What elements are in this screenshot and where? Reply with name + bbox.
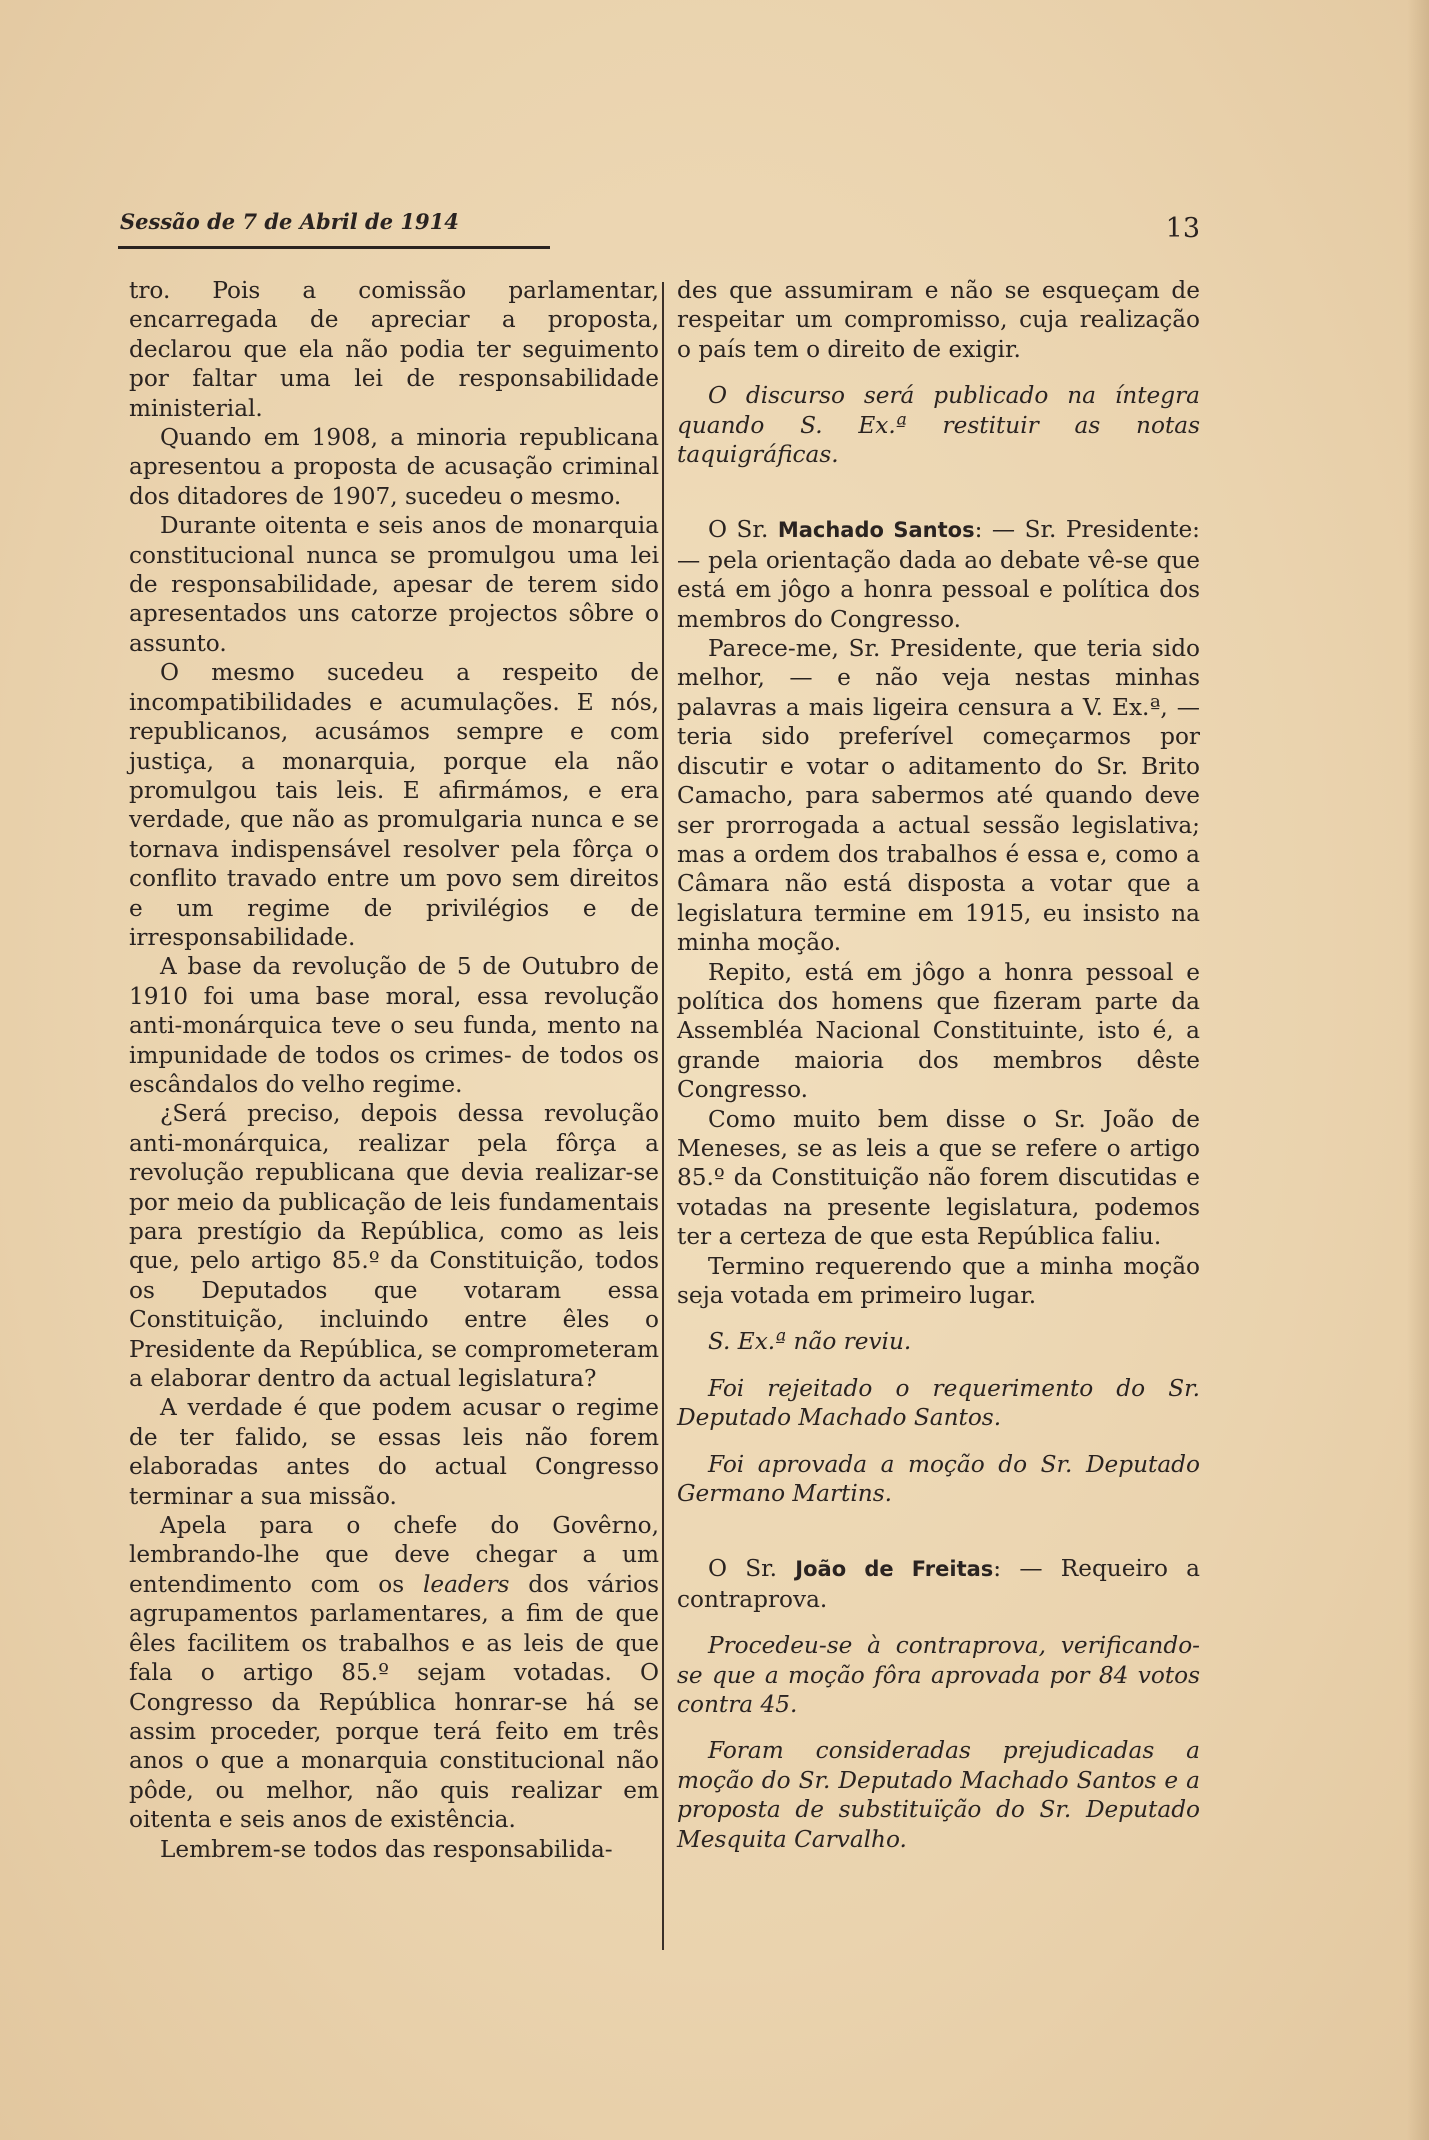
right-column (677, 276, 1200, 1854)
speaker-name: Machado Santos (777, 518, 975, 543)
running-title: Sessão de 7 de Abril de 1914 (120, 209, 459, 234)
paragraph: Parece-me, Sr. Presidente, que teria sido melhor, — e não veja nestas minhas palavras a mais ligeira censura a V. Ex.ª, — teria sido preferível começarmos por discutir e votar o aditamento do Sr. Brito Camacho, para sabermos até quando deve ser prorrogada a actual sessão legislativa; mas a ordem dos trabalhos é essa e, como a Câmara não está disposta a votar que a legislatura termine em 1915, eu insisto na minha moção. (677, 635, 1200, 957)
paragraph (129, 1511, 659, 1834)
left-column (129, 276, 659, 1864)
paragraph: Termino requerendo que a minha moção seja votada em primeiro lugar. (677, 1252, 1200, 1309)
editorial-note: Foi rejeitado o requerimento do Sr. Deputado Machado Santos. (677, 1374, 1200, 1432)
speaker-paragraph (677, 1554, 1200, 1614)
paragraph: Repito, está em jôgo a honra pessoal e política dos homens que fizeram parte da Assembléa Nacional Constituinte, isto é, a grande maioria dos membros dêste Congresso. (677, 958, 1200, 1104)
paragraph: tro. Pois a comissão parlamentar, encarregada de apreciar a proposta, declarou que ela não podia ter seguimento por faltar uma lei de responsabilidade ministerial. (129, 277, 659, 422)
editorial-note: Foi aprovada a moção do Sr. Deputado Germano Martins. (677, 1450, 1200, 1508)
speaker-name: João de Freitas (795, 1557, 994, 1582)
page-number: 13 (1165, 213, 1200, 244)
text-run: : — Requeiro a contraprova. (677, 1555, 1200, 1613)
column-divider (662, 282, 664, 1950)
header-rule (118, 246, 550, 249)
page-edge-shadow (1407, 0, 1429, 2140)
editorial-note: Foram consideradas prejudicadas a moção do Sr. Deputado Machado Santos e a proposta de substituïção do Sr. Deputado Mesquita Carvalho. (677, 1737, 1200, 1853)
editorial-note: Procedeu-se à contraprova, verificando-se que a moção fôra aprovada por 84 votos contra 45. (677, 1632, 1200, 1719)
paragraph: Durante oitenta e seis anos de monarquia constitucional nunca se promulgou uma lei de responsabilidade, apesar de terem sido apresentados uns catorze projectos sôbre o assunto. (129, 512, 659, 657)
text-run: dos vários agrupamentos parlamentares, a fim de que êles facilitem os trabalhos e as leis de que fala o artigo 85.º sejam votadas. O Congresso da República honrar-se há se assim proceder, porque terá feito em três anos o que a monarquia constitucional não pôde, ou melhor, não quis realizar em oitenta e seis anos de existência. (129, 1570, 659, 1834)
editorial-note: O discurso será publicado na íntegra quando S. Ex.ª restituir as notas taquigráficas. (677, 382, 1200, 469)
paragraph: A base da revolução de 5 de Outubro de 1910 foi uma base moral, essa revolução anti-monárquica teve o seu funda, mento na impunidade de todos os crimes- de todos os escândalos do velho regime. (129, 953, 659, 1098)
paragraph: ¿Será preciso, depois dessa revolução anti-monárquica, realizar pela fôrça a revolução republicana que devia realizar-se por meio da publicação de leis fundamentais para prestígio da República, como as leis que, pelo artigo 85.º da Constituição, todos os Deputados que votaram essa Constituição, incluindo entre êles o Presidente da República, se comprometeram a elaborar dentro da actual legislatura? (129, 1100, 659, 1393)
paragraph: Lembrem-se todos das responsabilida- (160, 1835, 613, 1863)
text-run: : — Sr. Presidente: — pela orientação dada ao debate vê-se que está em jôgo a honra pessoal e política dos membros do Congresso. (677, 516, 1200, 633)
paragraph: Como muito bem disse o Sr. João de Meneses, se as leis a que se refere o artigo 85.º da Constituição não forem discutidas e votadas na presente legislatura, podemos ter a certeza de que esta República faliu. (677, 1105, 1200, 1251)
paragraph: O mesmo sucedeu a respeito de incompatibilidades e acumulações. E nós, republicanos, acusámos sempre e com justiça, a monarquia, porque ela não promulgou tais leis. E afirmámos, e era verdade, que não as promulgaria nunca e se tornava indispensável resolver pela fôrça o conflito travado entre um povo sem direitos e um regime de privilégios e de irresponsabilidade. (129, 659, 659, 951)
paragraph: A verdade é que podem acusar o regime de ter falido, se essas leis não forem elaboradas antes do actual Congresso terminar a sua missão. (129, 1394, 659, 1510)
paragraph: Quando em 1908, a minoria republicana apresentou a proposta de acusação criminal dos ditadores de 1907, sucedeu o mesmo. (129, 424, 659, 510)
editorial-note: S. Ex.ª não reviu. (708, 1328, 912, 1356)
paragraph: des que assumiram e não se esqueçam de respeitar um compromisso, cuja realização o país tem o direito de exigir. (677, 277, 1200, 363)
italic-term: leaders (422, 1570, 510, 1598)
speaker-paragraph (677, 515, 1200, 634)
text-run: Apela para o chefe do Govêrno, lembrando-lhe que deve chegar a um entendimento com os (129, 1512, 659, 1598)
speaker-prefix: O Sr. (708, 516, 778, 544)
speaker-prefix: O Sr. (708, 1555, 796, 1583)
